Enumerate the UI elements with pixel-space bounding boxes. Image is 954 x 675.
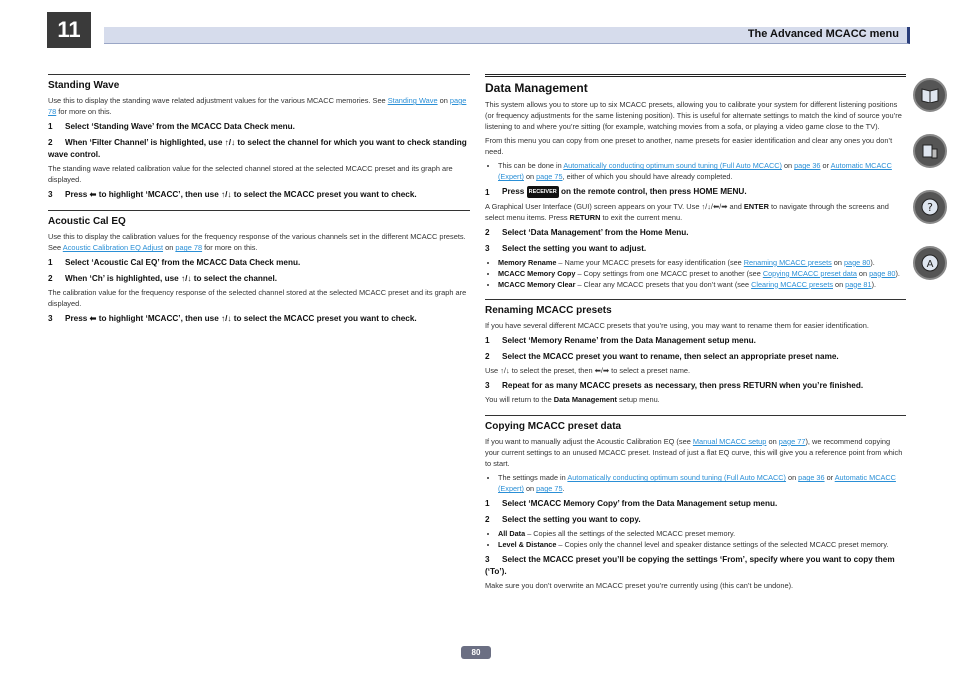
- left-column: [48, 74, 470, 327]
- step-2: 2 Select the MCACC preset you want to rename, then select an appropriate preset name.: [485, 351, 839, 361]
- step-3: 3 Select the MCACC preset you’ll be copying the settings ‘From’, specify where you want to copy them (‘To’).: [485, 555, 895, 577]
- copying-link[interactable]: Copying MCACC preset data: [762, 268, 857, 278]
- data-management-p1: This system allows you to store up to six MCACC presets, allowing you to calibrate your system for different listening positions (or frequency adjustments for the same listening position). This is useful for alternate settings to match the kind of source you’re listening to and where you’re sitting (for example, watching movies from a sofa, or playing a video game close to the TV).: [485, 100, 902, 132]
- step-3-note: Make sure you don’t overwrite an MCACC preset you’re currently using (this can’t be undone).: [485, 581, 794, 591]
- acoustic-cal-intro: Use this to display the calibration values for the frequency response of the various channels set in the different MCACC presets. See Acoustic Calibration EQ Adjust on page 78 for more on this.: [48, 232, 466, 253]
- data-management-heading: Data Management: [485, 81, 588, 95]
- renaming-link[interactable]: Renaming MCACC presets: [743, 257, 832, 267]
- step-3: 3 Press ⬅ to highlight ‘MCACC’, then use ↑/↓ to select the MCACC preset you want to check.: [48, 314, 417, 324]
- standing-wave-link[interactable]: Standing Wave: [387, 96, 438, 105]
- page-link[interactable]: page 75: [536, 172, 563, 182]
- auto-mcacc-expert-link[interactable]: Automatic MCACC (Expert): [498, 161, 892, 182]
- step-1: 1 Select ‘Memory Rename’ from the Data Management setup menu.: [485, 335, 756, 345]
- step-1-note: A Graphical User Interface (GUI) screen appears on your TV. Use ↑/↓/⬅/➡ and ENTER to navigate through the screens and select menu items. Press RETURN to exit the current menu.: [485, 201, 889, 222]
- page-link[interactable]: page 75: [536, 484, 563, 494]
- list-item: • All Data – Copies all the settings of the selected MCACC preset memory.: [498, 528, 906, 539]
- page-link[interactable]: page 78: [175, 243, 203, 253]
- page-link[interactable]: page 36: [794, 161, 821, 171]
- step-2-note: The calibration value for the frequency response of the selected channel stored at the selected MCACC preset and its graph are displayed.: [48, 288, 467, 309]
- full-auto-mcacc-link[interactable]: Automatically conducting optimum sound tuning (Full Auto MCACC): [563, 161, 782, 171]
- step-2: 2 Select ‘Data Management’ from the Home Menu.: [485, 227, 689, 237]
- step-1: 1 Press RECEIVER on the remote control, then press HOME MENU.: [485, 187, 747, 197]
- svg-text:?: ?: [927, 201, 933, 214]
- manual-book-icon[interactable]: [913, 78, 947, 112]
- clearing-link[interactable]: Clearing MCACC presets: [751, 279, 833, 289]
- renaming-heading: Renaming MCACC presets: [485, 304, 612, 316]
- step-1: 1 Select ‘Standing Wave’ from the MCACC Data Check menu.: [48, 122, 295, 132]
- chapter-number: 11: [47, 12, 91, 48]
- page-link[interactable]: page 80: [843, 257, 871, 267]
- renaming-intro: If you have several different MCACC presets that you’re using, you may want to rename them for easier identification.: [485, 320, 869, 330]
- standing-wave-intro: Use this to display the standing wave related adjustment values for the various MCACC memories. See Standing Wave on page 78 for more on this.: [48, 96, 467, 117]
- copying-heading: Copying MCACC preset data: [485, 420, 622, 432]
- remote-control-icon[interactable]: [913, 134, 947, 168]
- step-1: 1 Select ‘MCACC Memory Copy’ from the Data Management setup menu.: [485, 499, 778, 509]
- svg-text:A: A: [926, 259, 934, 270]
- page-link[interactable]: page 77: [778, 436, 806, 446]
- data-management-p2: From this menu you can copy from one preset to another, name presets for easier identification and clear any ones you don’t need.: [485, 136, 893, 157]
- full-auto-mcacc-link[interactable]: Automatically conducting optimum sound tuning (Full Auto MCACC): [567, 473, 786, 483]
- receiver-key-icon: RECEIVER: [527, 186, 559, 198]
- setting-options: [485, 257, 906, 290]
- step-2-note: Use ↑/↓ to select the preset, then ⬅/➡ to select a preset name.: [485, 365, 691, 375]
- page-number: 80: [461, 646, 491, 659]
- auto-mcacc-expert-link[interactable]: Automatic MCACC (Expert): [498, 473, 896, 494]
- acoustic-cal-heading: Acoustic Cal EQ: [48, 216, 126, 228]
- step-2: 2 Select the setting you want to copy.: [485, 515, 641, 525]
- step-3: 3 Repeat for as many MCACC presets as necessary, then press RETURN when you’re finished.: [485, 380, 864, 390]
- acoustic-cal-link[interactable]: Acoustic Calibration EQ Adjust: [62, 243, 164, 253]
- copy-options: [485, 528, 906, 550]
- page-link[interactable]: page 78: [48, 96, 467, 117]
- side-navigation: [913, 78, 947, 302]
- divider: [485, 299, 906, 300]
- standing-wave-heading: Standing Wave: [48, 80, 120, 91]
- copying-intro: If you want to manually adjust the Acoustic Calibration EQ (see Manual MCACC setup on page 77), we recommend copying your current settings to an unused MCACC preset. Instead of just a flat EQ curve, this will give you a reference point from which to start.: [485, 436, 903, 468]
- step-3: 3 Press ⬅ to highlight ‘MCACC’, then use ↑/↓ to select the MCACC preset you want to check.: [48, 190, 417, 200]
- page-link[interactable]: page 81: [845, 279, 872, 289]
- step-2-note: The standing wave related calibration value for the selected channel stored at the selected MCACC preset and its graph are displayed.: [48, 164, 453, 185]
- step-3-note: You will return to the Data Management setup menu.: [485, 394, 660, 404]
- header-bar: [104, 27, 910, 44]
- list-item: • Memory Rename – Name your MCACC presets for easy identification (see Renaming MCACC presets on page 80).: [498, 257, 906, 268]
- page-title: The Advanced MCACC menu: [747, 28, 899, 40]
- question-icon[interactable]: [913, 190, 947, 224]
- divider: [48, 74, 470, 75]
- divider: [485, 74, 906, 77]
- page-link[interactable]: page 80: [869, 268, 896, 278]
- divider: [485, 415, 906, 416]
- right-column: [485, 74, 906, 594]
- step-3: 3 Select the setting you want to adjust.: [485, 243, 647, 253]
- list-item: • Level & Distance – Copies only the channel level and speaker distance settings of the selected MCACC preset memory.: [498, 539, 906, 550]
- list-item: • This can be done in Automatically conducting optimum sound tuning (Full Auto MCACC) on page 36 or Automatic MCACC (Expert) on page 75, either of which you should have already completed.: [498, 160, 906, 182]
- list-item: • MCACC Memory Clear – Clear any MCACC presets that you don’t want (see Clearing MCACC presets on page 81).: [498, 279, 906, 290]
- step-2: 2 When ‘Ch’ is highlighted, use ↑/↓ to select the channel.: [48, 274, 277, 284]
- step-1: 1 Select ‘Acoustic Cal EQ’ from the MCACC Data Check menu.: [48, 258, 301, 268]
- list-item: • The settings made in Automatically conducting optimum sound tuning (Full Auto MCACC) on page 36 or Automatic MCACC (Expert) on page 75.: [498, 472, 906, 494]
- copying-bullets: [485, 472, 906, 494]
- step-2: 2 When ‘Filter Channel’ is highlighted, use ↑/↓ to select the channel for which you want to check standing wave control.: [48, 138, 467, 160]
- list-item: • MCACC Memory Copy – Copy settings from one MCACC preset to another (see Copying MCACC preset data on page 80).: [498, 268, 906, 279]
- glossary-icon[interactable]: [913, 246, 947, 280]
- data-management-bullets: [485, 160, 906, 182]
- manual-mcacc-link[interactable]: Manual MCACC setup: [692, 436, 767, 446]
- divider: [48, 210, 470, 211]
- page-link[interactable]: page 36: [798, 473, 825, 483]
